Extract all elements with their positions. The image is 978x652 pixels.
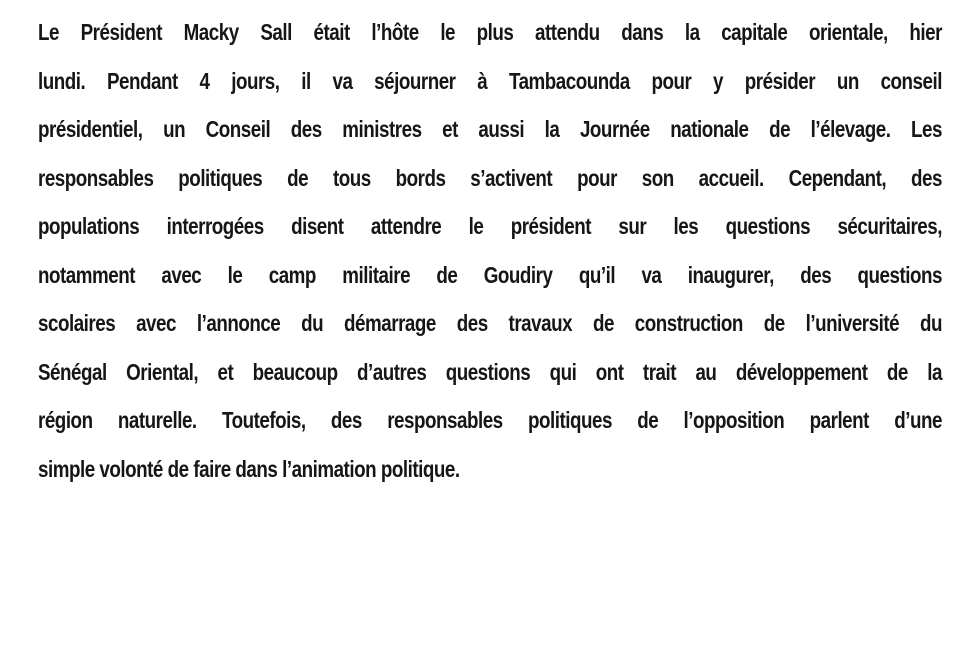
paragraph-line-4: responsables politiques de tous bords s’activent pour son accueil. Cependant, des: [38, 164, 942, 191]
paragraph-line-10: simple volonté de faire dans l’animation politique.: [38, 455, 460, 482]
paragraph-line-1: Le Président Macky Sall était l’hôte le plus attendu dans la capitale orientale, hier: [38, 19, 942, 45]
paragraph-line-5: populations interrogées disent attendre le président sur les questions sécuritaires,: [38, 213, 942, 239]
article-paragraph: [38, 14, 942, 499]
paragraph-line-2: lundi. Pendant 4 jours, il va séjourner à Tambacounda pour y présider un conseil: [38, 67, 942, 94]
paragraph-line-9: région naturelle. Toutefois, des responsables politiques de l’opposition parlent d’une: [38, 407, 942, 433]
paragraph-line-7: scolaires avec l’annonce du démarrage des travaux de construction de l’université du: [38, 310, 942, 336]
paragraph-line-8: Sénégal Oriental, et beaucoup d’autres questions qui ont trait au développement de la: [38, 358, 942, 385]
paragraph-line-3: présidentiel, un Conseil des ministres et aussi la Journée nationale de l’élevage. Les: [38, 116, 942, 142]
paragraph-line-6: notamment avec le camp militaire de Goudiry qu’il va inaugurer, des questions: [38, 261, 942, 288]
